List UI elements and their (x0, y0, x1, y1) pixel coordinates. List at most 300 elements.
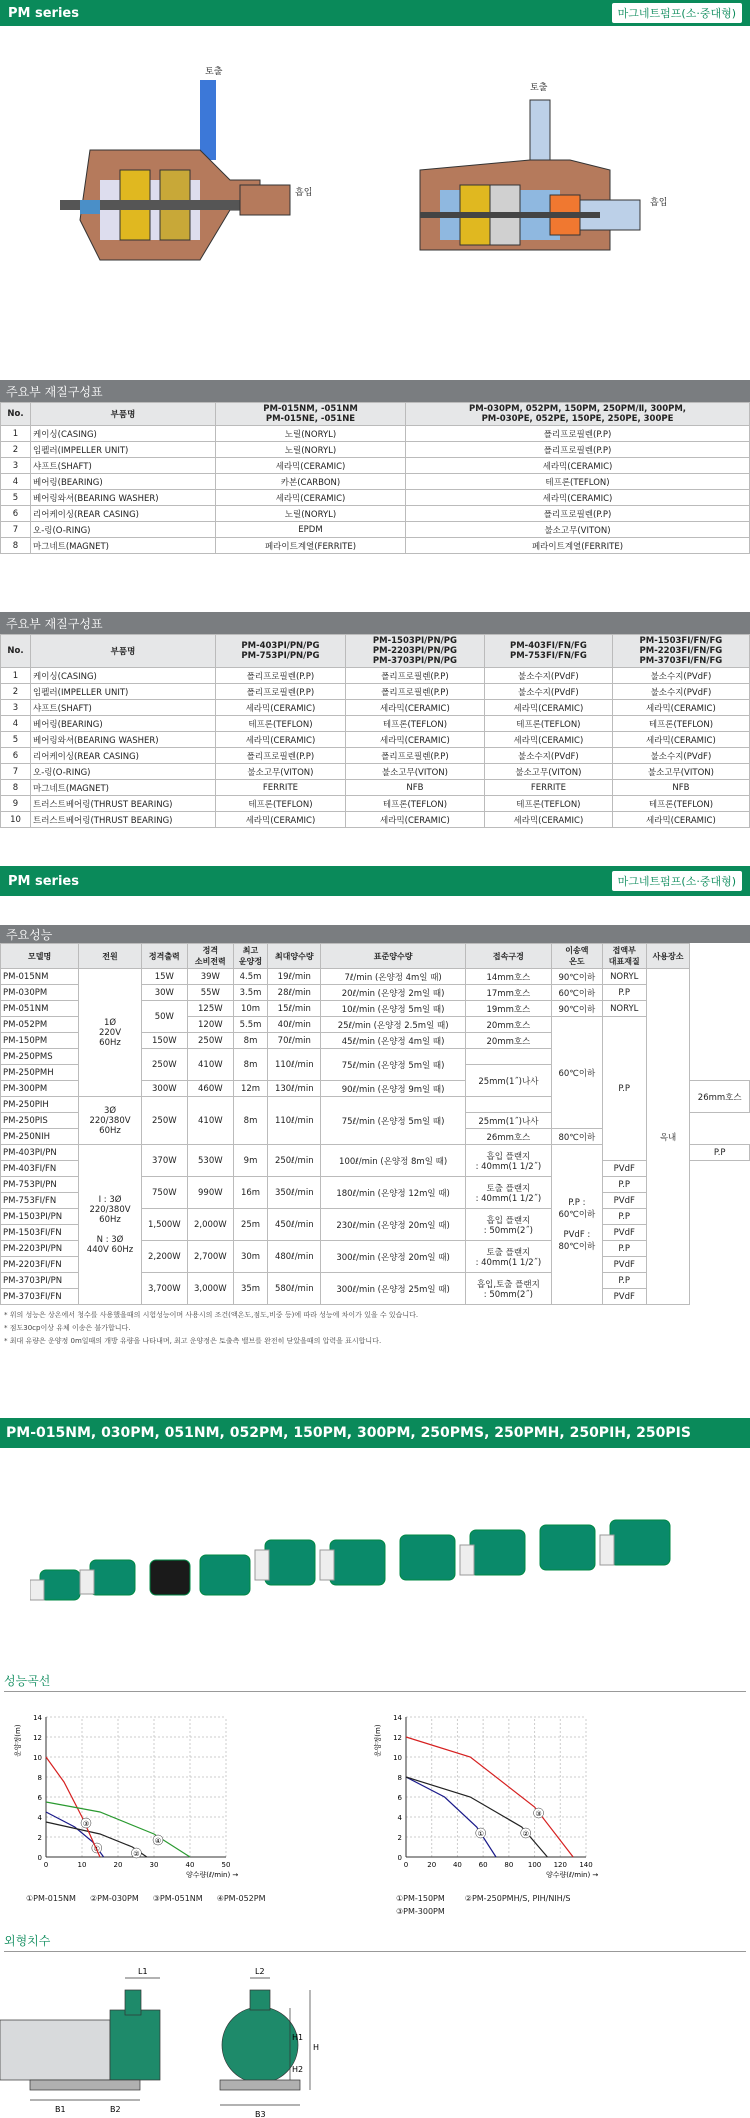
table-cell: 5 (1, 732, 31, 748)
table-cell: 테프론(TEFLON) (345, 716, 484, 732)
table-cell: 35m (233, 1273, 267, 1305)
table-cell: 110ℓ/min (268, 1049, 321, 1081)
material-table-2 (0, 634, 750, 828)
legend-item: ①PM-150PM (396, 1894, 445, 1903)
table-cell: 60℃이하 (551, 1017, 602, 1129)
table-cell: 테프론(TEFLON) (345, 796, 484, 812)
table-cell: 세라믹(CERAMIC) (406, 490, 750, 506)
y-tick-label: 2 (397, 1834, 402, 1842)
table-cell: 트러스트베어링(THRUST BEARING) (31, 796, 216, 812)
note: * 점도30cp이상 유체 이송은 불가합니다. (4, 1324, 131, 1332)
table-cell: 불소수지(PVdF) (484, 668, 612, 684)
table-cell: 6 (1, 748, 31, 764)
table-cell: 불소고무(VITON) (612, 764, 749, 780)
table-cell: 130ℓ/min (268, 1081, 321, 1097)
table-cell: 20mm호스 (465, 1017, 551, 1033)
table-cell: 마그네트(MAGNET) (31, 538, 216, 554)
table-cell: 300W (141, 1081, 187, 1097)
table-cell: 폴리프로필렌(P.P) (345, 668, 484, 684)
series-label: ② (133, 1850, 140, 1858)
table-row (1, 748, 750, 764)
table-cell: 오-링(O-RING) (31, 764, 216, 780)
table-cell: 노릴(NORYL) (216, 506, 406, 522)
table-cell: 16m (233, 1177, 267, 1209)
table-cell: 1 (1, 668, 31, 684)
table-cell: 300ℓ/min (온양정 20m일 때) (321, 1241, 465, 1273)
table-cell: 25mm(1˝)나사 (465, 1065, 551, 1097)
table-cell: 흡입,토출 플랜지 : 50mm(2˝) (465, 1273, 551, 1305)
table-cell: 세라믹(CERAMIC) (484, 732, 612, 748)
table-cell: 불소고무(VITON) (345, 764, 484, 780)
table-cell: 2,700W (187, 1241, 233, 1273)
table-cell: PM-3703PI/PN (1, 1273, 79, 1289)
table-cell: PM-052PM (1, 1017, 79, 1033)
table-row (1, 426, 750, 442)
table-cell: PM-300PM (1, 1081, 79, 1097)
table-cell: 8m (233, 1049, 267, 1081)
table-cell: 7 (1, 764, 31, 780)
table-cell: 150W (141, 1033, 187, 1049)
table-cell: PVdF (602, 1289, 646, 1305)
table-cell: 75ℓ/min (온양정 5m일 때) (321, 1049, 465, 1081)
col-a: PM-015NM, -051NM PM-015NE, -051NE (216, 403, 406, 426)
table-cell: 17mm호스 (465, 985, 551, 1001)
table-cell: 케이싱(CASING) (31, 668, 216, 684)
table-header: 최고 운양정 (233, 944, 267, 969)
table-cell: 180ℓ/min (온양정 12m일 때) (321, 1177, 465, 1209)
table-cell: 3Ø 220/380V 60Hz (79, 1097, 142, 1145)
legend-item: ②PM-250PMH/S, PIH/NIH/S (464, 1894, 571, 1903)
dim-b1: B1 (55, 2105, 66, 2114)
table-cell: P.P (602, 985, 646, 1001)
table-cell: 폴리프로필렌(P.P) (406, 426, 750, 442)
table-cell: 2 (1, 442, 31, 458)
x-tick-label: 10 (77, 1861, 87, 1869)
table-cell: 250ℓ/min (268, 1145, 321, 1177)
table-cell: 45ℓ/min (온양정 4m일 때) (321, 1033, 465, 1049)
outlet-label-left: 토출 (205, 67, 223, 77)
series-label: ① (93, 1845, 100, 1853)
table-cell: 55W (187, 985, 233, 1001)
table-row (1, 538, 750, 554)
table-cell: 폴리프로필렌(P.P) (216, 748, 346, 764)
table-cell: 테프론(TEFLON) (484, 716, 612, 732)
y-tick-label: 14 (393, 1714, 402, 1722)
table-cell: 410W (187, 1049, 233, 1081)
table-row (1, 522, 750, 538)
table-cell: 토출 플랜지 : 40mm(1 1/2˝) (465, 1177, 551, 1209)
table-cell: 19mm호스 (465, 1001, 551, 1017)
table-cell: PM-250PMH (1, 1065, 79, 1081)
table-cell: 39W (187, 969, 233, 985)
table-cell: 임펠러(IMPELLER UNIT) (31, 442, 216, 458)
legend-item: ①PM-015NM (26, 1894, 76, 1903)
table-cell: 샤프트(SHAFT) (31, 458, 216, 474)
table-cell: 25ℓ/min (온양정 2.5m일 때) (321, 1017, 465, 1033)
table1-title: 주요부 재질구성표 (0, 380, 750, 402)
table-cell: 폴리프로필렌(P.P) (216, 684, 346, 700)
table-cell: 750W (141, 1177, 187, 1209)
table-header: 정격출력 (141, 944, 187, 969)
table-cell: PM-250PMS (1, 1049, 79, 1065)
table-cell: 15ℓ/min (268, 1001, 321, 1017)
series-label: ③ (82, 1820, 90, 1828)
table-cell: 20mm호스 (465, 1033, 551, 1049)
table-cell: 3 (1, 700, 31, 716)
table-cell: 폴리프로필렌(P.P) (345, 748, 484, 764)
table-cell: 40ℓ/min (268, 1017, 321, 1033)
left-pump-diagram (60, 80, 290, 260)
table-cell: 불소수지(PVdF) (484, 684, 612, 700)
table-cell: PM-753PI/PN (1, 1177, 79, 1193)
table-cell: PM-250NIH (1, 1129, 79, 1145)
y-tick-label: 4 (37, 1814, 42, 1822)
table-cell: 530W (187, 1145, 233, 1177)
series-title: PM series (8, 5, 79, 21)
table-header: 전원 (79, 944, 142, 969)
y-tick-label: 12 (33, 1734, 42, 1742)
y-tick-label: 8 (397, 1774, 402, 1782)
table-cell: 90℃이하 (551, 969, 602, 985)
table-row (1, 684, 750, 700)
table-cell: 450ℓ/min (268, 1209, 321, 1241)
table-cell: 폴리프로필렌(P.P) (345, 684, 484, 700)
y-tick-label: 12 (393, 1734, 402, 1742)
table-cell: 세라믹(CERAMIC) (484, 812, 612, 828)
footnotes (0, 1309, 750, 1348)
table-cell: 불소수지(PVdF) (612, 668, 749, 684)
table-cell: PM-150PM (1, 1033, 79, 1049)
table-cell: 3,700W (141, 1273, 187, 1305)
col-h2: PM-403FI/FN/FG PM-753FI/FN/FG (484, 635, 612, 668)
table-cell: 임펠러(IMPELLER UNIT) (31, 684, 216, 700)
curve-title: 성능곡선 (4, 1674, 51, 1688)
table-cell: 7 (1, 522, 31, 538)
table-cell: 세라믹(CERAMIC) (216, 458, 406, 474)
y-tick-label: 14 (33, 1714, 42, 1722)
x-tick-label: 140 (579, 1861, 593, 1869)
table-cell (465, 1049, 551, 1065)
table-cell: PM-250PIH (1, 1097, 79, 1113)
table-cell: 9m (233, 1145, 267, 1177)
dimension-drawing (0, 1960, 750, 2118)
table-cell: P.P (690, 1145, 750, 1161)
table-cell: P.P (602, 1017, 646, 1161)
table-cell: 4 (1, 716, 31, 732)
legend-item: ②PM-030PM (89, 1894, 139, 1903)
y-axis-label: 운양정(m) (14, 1724, 22, 1757)
table-cell: 2,200W (141, 1241, 187, 1273)
table-cell: 테프론(TEFLON) (484, 796, 612, 812)
series-label: ③ (535, 1810, 542, 1818)
table-cell: PM-030PM (1, 985, 79, 1001)
table-cell: 5.5m (233, 1017, 267, 1033)
table-cell: 세라믹(CERAMIC) (216, 732, 346, 748)
table-header: 접속구경 (465, 944, 551, 969)
table-cell: 1 (1, 426, 31, 442)
chart1-legend (0, 1894, 265, 1903)
table-cell: NORYL (602, 969, 646, 985)
table-cell: 350ℓ/min (268, 1177, 321, 1209)
table-cell: P.P (602, 1177, 646, 1193)
table-cell: 불소수지(PVdF) (484, 748, 612, 764)
table-cell: PM-403FI/FN (1, 1161, 79, 1177)
dim-b2: B2 (110, 2105, 121, 2114)
note: * 최대 유량은 운양정 0m일때의 개방 유량을 나타내며, 최고 운양정은 토출측 밸브를 완전히 닫았을때의 압력을 표시합니다. (4, 1337, 382, 1345)
x-axis-label: 양수량(ℓ/min) → (546, 1871, 599, 1879)
product-photo (30, 1500, 730, 1640)
col-part: 부품명 (31, 635, 216, 668)
inlet-label-right: 흡입 (650, 198, 668, 208)
table-cell: 샤프트(SHAFT) (31, 700, 216, 716)
table-row (1, 812, 750, 828)
inlet-label-left: 흡입 (295, 188, 313, 198)
table-cell: 8 (1, 780, 31, 796)
chart2-legend (370, 1894, 630, 1916)
table-cell: 8m (233, 1097, 267, 1145)
table-cell: 1Ø 220V 60Hz (79, 969, 142, 1097)
table-header: 접액부 대표재질 (602, 944, 646, 969)
dim-b3: B3 (255, 2110, 266, 2118)
y-tick-label: 6 (37, 1794, 42, 1802)
table-cell: 50W (141, 1001, 187, 1033)
table-cell: FERRITE (216, 780, 346, 796)
table-row (1, 506, 750, 522)
dimension-title: 외형치수 (4, 1934, 51, 1948)
x-tick-label: 80 (504, 1861, 514, 1869)
table-row (1, 700, 750, 716)
table-cell: 폴리프로필렌(P.P) (406, 442, 750, 458)
y-tick-label: 6 (397, 1794, 402, 1802)
table-cell: PM-403PI/PN (1, 1145, 79, 1161)
table-cell: 8 (1, 538, 31, 554)
table-cell: P.P : 60℃이하 PVdF : 80℃이하 (551, 1145, 602, 1305)
x-tick-label: 60 (478, 1861, 488, 1869)
table-cell: 불소수지(PVdF) (612, 684, 749, 700)
table-cell: 15W (141, 969, 187, 985)
table-cell: 30W (141, 985, 187, 1001)
series-label: ② (522, 1830, 529, 1838)
table-cell: 케이싱(CASING) (31, 426, 216, 442)
table-cell: 4 (1, 474, 31, 490)
table-cell: 세라믹(CERAMIC) (345, 812, 484, 828)
table-row (1, 969, 750, 985)
series-title-2: PM series (8, 873, 79, 889)
table-cell: 6 (1, 506, 31, 522)
col-no: No. (1, 635, 31, 668)
performance-table (0, 943, 750, 1305)
table-cell: 19ℓ/min (268, 969, 321, 985)
table-cell: P.P (602, 1273, 646, 1289)
y-tick-label: 10 (393, 1754, 402, 1762)
table-row (1, 490, 750, 506)
x-tick-label: 20 (427, 1861, 437, 1869)
table-cell: 폴리프로필렌(P.P) (406, 506, 750, 522)
table-cell: 흡입 플랜지 : 50mm(2˝) (465, 1209, 551, 1241)
table-cell: PM-051NM (1, 1001, 79, 1017)
table-cell: 불소수지(PVdF) (612, 748, 749, 764)
table-cell: PM-250PIS (1, 1113, 79, 1129)
table-cell: 노릴(NORYL) (216, 426, 406, 442)
table-cell: 카본(CARBON) (216, 474, 406, 490)
table-cell: 세라믹(CERAMIC) (345, 700, 484, 716)
table-row (1, 474, 750, 490)
table-cell: PM-2203FI/FN (1, 1257, 79, 1273)
table3-title: 주요성능 (0, 925, 750, 943)
table-cell: 8m (233, 1033, 267, 1049)
table-cell: 90℃이하 (551, 1001, 602, 1017)
table-cell: 100ℓ/min (온양정 8m일 때) (321, 1145, 465, 1177)
models-title: PM-015NM, 030PM, 051NM, 052PM, 150PM, 300PM, 250PMS, 250PMH, 250PIH, 250PIS (0, 1418, 750, 1448)
table-cell: 580ℓ/min (268, 1273, 321, 1305)
table-cell: 불소고무(VITON) (406, 522, 750, 538)
col-part: 부품명 (31, 403, 216, 426)
table-cell: 토출 플랜지 : 40mm(1 1/2˝) (465, 1241, 551, 1273)
dim-h1: H1 (292, 2033, 304, 2042)
table-row (1, 716, 750, 732)
col-b: PM-030PM, 052PM, 150PM, 250PM/Ⅱ, 300PM, PM-030PE, 052PE, 150PE, 250PE, 300PE (406, 403, 750, 426)
table-row (1, 796, 750, 812)
series-subtitle-2: 마그네트펌프(소·중대형) (612, 871, 742, 891)
table-cell: 세라믹(CERAMIC) (345, 732, 484, 748)
col-h3: PM-1503FI/FN/FG PM-2203FI/FN/FG PM-3703FI/FN/FG (612, 635, 749, 668)
col-h1: PM-1503PI/PN/PG PM-2203PI/PN/PG PM-3703PI/PN/PG (345, 635, 484, 668)
table-cell: 28ℓ/min (268, 985, 321, 1001)
table-cell: 10 (1, 812, 31, 828)
table-cell: NORYL (602, 1001, 646, 1017)
material-table-1 (0, 402, 750, 554)
table-cell: 20ℓ/min (온양정 2m일 때) (321, 985, 465, 1001)
note: * 위의 성능은 상온에서 청수를 사용했을때의 시험성능이며 사용시의 조건(액온도,점도,비중 등)에 따라 성능에 차이가 있을 수 있습니다. (4, 1311, 419, 1319)
y-axis-label: 운양정(m) (374, 1724, 382, 1757)
table-cell: PVdF (602, 1257, 646, 1273)
header-band-1 (0, 0, 750, 26)
table-cell: 흡입 플랜지 : 40mm(1 1/2˝) (465, 1145, 551, 1177)
outlet-label-right: 토출 (530, 83, 548, 93)
table-cell: EPDM (216, 522, 406, 538)
table-cell: 페라이트계열(FERRITE) (216, 538, 406, 554)
table-cell: 60℃이하 (551, 985, 602, 1001)
table-row (1, 780, 750, 796)
table-cell: 3,000W (187, 1273, 233, 1305)
dim-h: H (313, 2043, 320, 2052)
table-cell: 26mm호스 (465, 1129, 551, 1145)
table-cell: 3.5m (233, 985, 267, 1001)
table-cell: 베어링와셔(BEARING WASHER) (31, 490, 216, 506)
table-cell: 9 (1, 796, 31, 812)
table-cell: 25m (233, 1209, 267, 1241)
table-cell: 세라믹(CERAMIC) (612, 732, 749, 748)
table-cell: PM-1503PI/PN (1, 1209, 79, 1225)
table-cell: 세라믹(CERAMIC) (612, 812, 749, 828)
table-cell: 10m (233, 1001, 267, 1017)
table-cell: 90ℓ/min (온양정 9m일 때) (321, 1081, 465, 1097)
right-pump-diagram (420, 100, 640, 250)
x-tick-label: 30 (149, 1861, 159, 1869)
x-tick-label: 50 (221, 1861, 231, 1869)
table-cell: 30m (233, 1241, 267, 1273)
legend-item: ③PM-300PM (396, 1907, 445, 1916)
dim-l1: L1 (138, 1967, 148, 1976)
y-tick-label: 0 (397, 1854, 402, 1862)
table-cell: 230ℓ/min (온양정 20m일 때) (321, 1209, 465, 1241)
table-cell: 세라믹(CERAMIC) (216, 812, 346, 828)
table-cell: 410W (187, 1097, 233, 1145)
table-header: 사용장소 (646, 944, 690, 969)
table-cell: 리어케이싱(REAR CASING) (31, 506, 216, 522)
table-header: 모델명 (1, 944, 79, 969)
table-cell: 테프론(TEFLON) (406, 474, 750, 490)
y-tick-label: 0 (37, 1854, 42, 1862)
table-cell: 4.5m (233, 969, 267, 985)
table-row (1, 458, 750, 474)
table-cell: 70ℓ/min (268, 1033, 321, 1049)
table-cell: 1,500W (141, 1209, 187, 1241)
table-header: 정격 소비전력 (187, 944, 233, 969)
legend-item: ③PM-051NM (152, 1894, 203, 1903)
x-tick-label: 0 (403, 1861, 409, 1869)
table-cell: 테프론(TEFLON) (612, 716, 749, 732)
col-no: No. (1, 403, 31, 426)
table-cell: PVdF (602, 1161, 646, 1177)
table-cell: 불소고무(VITON) (216, 764, 346, 780)
dim-h2: H2 (292, 2065, 304, 2074)
table-cell: 불소고무(VITON) (484, 764, 612, 780)
table-cell: 베어링와셔(BEARING WASHER) (31, 732, 216, 748)
table-cell: 세라믹(CERAMIC) (406, 458, 750, 474)
table-cell: 테프론(TEFLON) (612, 796, 749, 812)
table-header: 최대양수량 (268, 944, 321, 969)
table-cell: 페라이트계열(FERRITE) (406, 538, 750, 554)
x-tick-label: 40 (185, 1861, 195, 1869)
table-cell: 2,000W (187, 1209, 233, 1241)
table-cell: 370W (141, 1145, 187, 1177)
table-cell: 세라믹(CERAMIC) (612, 700, 749, 716)
table-cell: 250W (141, 1097, 187, 1145)
table-cell: 베어링(BEARING) (31, 716, 216, 732)
table-cell: 14mm호스 (465, 969, 551, 985)
y-tick-label: 10 (33, 1754, 42, 1762)
table-cell: 트러스트베어링(THRUST BEARING) (31, 812, 216, 828)
table-cell: PVdF (602, 1193, 646, 1209)
table-cell: PM-753FI/FN (1, 1193, 79, 1209)
y-tick-label: 4 (397, 1814, 402, 1822)
table-cell: 250W (141, 1049, 187, 1081)
col-h0: PM-403PI/PN/PG PM-753PI/PN/PG (216, 635, 346, 668)
table-cell: FERRITE (484, 780, 612, 796)
table-cell: 테프론(TEFLON) (216, 716, 346, 732)
table-cell: 12m (233, 1081, 267, 1097)
table-row (1, 732, 750, 748)
y-tick-label: 8 (37, 1774, 42, 1782)
table-cell: 80℃이하 (551, 1129, 602, 1145)
table-cell: 460W (187, 1081, 233, 1097)
table-cell: NFB (612, 780, 749, 796)
table-cell: 10ℓ/min (온양정 5m일 때) (321, 1001, 465, 1017)
table-cell: 75ℓ/min (온양정 5m일 때) (321, 1097, 465, 1145)
table-cell: 세라믹(CERAMIC) (216, 700, 346, 716)
table-cell: 480ℓ/min (268, 1241, 321, 1273)
x-axis-label: 양수량(ℓ/min) → (186, 1871, 239, 1879)
table-row (1, 668, 750, 684)
table-cell: 옥내 (646, 969, 690, 1305)
table-cell: 베어링(BEARING) (31, 474, 216, 490)
table-cell: 250W (187, 1033, 233, 1049)
table-cell: 120W (187, 1017, 233, 1033)
table-cell: 990W (187, 1177, 233, 1209)
table-header: 이송액 온도 (551, 944, 602, 969)
table-cell: 노릴(NORYL) (216, 442, 406, 458)
